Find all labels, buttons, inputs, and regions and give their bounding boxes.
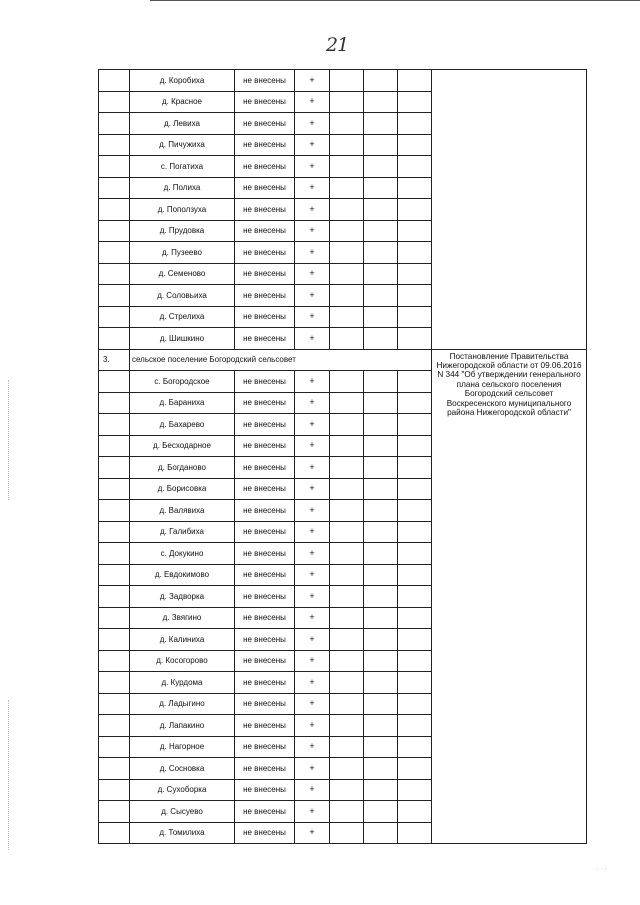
- row-number-cell: [99, 414, 130, 436]
- village-name-cell: д. Бахарево: [130, 414, 235, 436]
- village-name-cell: д. Прудовка: [130, 220, 235, 242]
- row-number-cell: [99, 306, 130, 328]
- empty-cell: [364, 242, 398, 264]
- row-number-cell: [99, 758, 130, 780]
- empty-cell: [398, 414, 432, 436]
- row-number-cell: [99, 220, 130, 242]
- village-name-cell: д. Галибиха: [130, 521, 235, 543]
- empty-cell: [364, 521, 398, 543]
- plus-mark-cell: +: [295, 715, 330, 737]
- empty-cell: [398, 392, 432, 414]
- empty-cell: [330, 113, 364, 135]
- empty-cell: [364, 801, 398, 823]
- empty-cell: [364, 586, 398, 608]
- row-number-cell: [99, 199, 130, 221]
- plus-mark-cell: +: [295, 457, 330, 479]
- changes-status-cell: не внесены: [235, 457, 295, 479]
- village-name-cell: д. Ладыгино: [130, 693, 235, 715]
- changes-status-cell: не внесены: [235, 564, 295, 586]
- changes-status-cell: не внесены: [235, 414, 295, 436]
- changes-status-cell: не внесены: [235, 650, 295, 672]
- empty-cell: [398, 500, 432, 522]
- empty-cell: [364, 629, 398, 651]
- plus-mark-cell: +: [295, 822, 330, 844]
- empty-cell: [398, 564, 432, 586]
- empty-cell: [330, 134, 364, 156]
- changes-status-cell: не внесены: [235, 177, 295, 199]
- row-number-cell: [99, 521, 130, 543]
- empty-cell: [398, 199, 432, 221]
- empty-cell: [398, 543, 432, 565]
- empty-cell: [330, 220, 364, 242]
- empty-cell: [398, 779, 432, 801]
- plus-mark-cell: +: [295, 521, 330, 543]
- empty-cell: [364, 306, 398, 328]
- plus-mark-cell: +: [295, 263, 330, 285]
- village-name-cell: д. Стрелиха: [130, 306, 235, 328]
- changes-status-cell: не внесены: [235, 693, 295, 715]
- changes-status-cell: не внесены: [235, 500, 295, 522]
- empty-cell: [364, 779, 398, 801]
- row-number-cell: [99, 779, 130, 801]
- empty-cell: [330, 177, 364, 199]
- empty-cell: [398, 371, 432, 393]
- empty-cell: [330, 263, 364, 285]
- plus-mark-cell: +: [295, 736, 330, 758]
- changes-status-cell: не внесены: [235, 629, 295, 651]
- empty-cell: [364, 672, 398, 694]
- row-number-cell: [99, 801, 130, 823]
- row-number-cell: [99, 177, 130, 199]
- empty-cell: [398, 650, 432, 672]
- changes-status-cell: не внесены: [235, 801, 295, 823]
- empty-cell: [398, 672, 432, 694]
- empty-cell: [398, 586, 432, 608]
- empty-cell: [364, 500, 398, 522]
- plus-mark-cell: +: [295, 672, 330, 694]
- changes-status-cell: не внесены: [235, 521, 295, 543]
- empty-cell: [364, 822, 398, 844]
- scan-margin-mark: [8, 700, 9, 850]
- village-name-cell: с. Погатиха: [130, 156, 235, 178]
- page-number: 21: [326, 34, 349, 56]
- scan-corner-mark: · · ·: [596, 866, 607, 873]
- table-row: [99, 70, 587, 92]
- plus-mark-cell: +: [295, 285, 330, 307]
- empty-cell: [330, 457, 364, 479]
- settlement-name-cell: сельское поселение Богородский сельсовет: [130, 349, 432, 371]
- empty-cell: [398, 134, 432, 156]
- empty-cell: [398, 521, 432, 543]
- empty-cell: [330, 500, 364, 522]
- empty-cell: [330, 822, 364, 844]
- empty-cell: [364, 134, 398, 156]
- row-number-cell: [99, 371, 130, 393]
- village-name-cell: д. Шишкино: [130, 328, 235, 350]
- plus-mark-cell: +: [295, 91, 330, 113]
- empty-cell: [364, 220, 398, 242]
- village-name-cell: д. Валявиха: [130, 500, 235, 522]
- village-name-cell: д. Евдокимово: [130, 564, 235, 586]
- empty-cell: [364, 478, 398, 500]
- row-number-cell: [99, 478, 130, 500]
- empty-cell: [330, 758, 364, 780]
- row-number-cell: [99, 500, 130, 522]
- village-name-cell: д. Левиха: [130, 113, 235, 135]
- empty-cell: [398, 263, 432, 285]
- empty-cell: [330, 543, 364, 565]
- plus-mark-cell: +: [295, 478, 330, 500]
- row-number-cell: [99, 263, 130, 285]
- empty-cell: [330, 306, 364, 328]
- village-name-cell: д. Пузеево: [130, 242, 235, 264]
- plus-mark-cell: +: [295, 650, 330, 672]
- empty-cell: [398, 478, 432, 500]
- empty-cell: [364, 392, 398, 414]
- changes-status-cell: не внесены: [235, 435, 295, 457]
- plus-mark-cell: +: [295, 306, 330, 328]
- village-name-cell: д. Поползуха: [130, 199, 235, 221]
- changes-status-cell: не внесены: [235, 134, 295, 156]
- empty-cell: [330, 285, 364, 307]
- empty-cell: [330, 371, 364, 393]
- row-number-cell: [99, 156, 130, 178]
- empty-cell: [398, 801, 432, 823]
- empty-cell: [398, 177, 432, 199]
- changes-status-cell: не внесены: [235, 779, 295, 801]
- empty-cell: [330, 607, 364, 629]
- changes-status-cell: не внесены: [235, 715, 295, 737]
- changes-status-cell: не внесены: [235, 371, 295, 393]
- village-name-cell: д. Косогорово: [130, 650, 235, 672]
- empty-cell: [330, 586, 364, 608]
- settlements-table-body: [99, 70, 587, 844]
- empty-cell: [364, 263, 398, 285]
- changes-status-cell: не внесены: [235, 328, 295, 350]
- row-number-cell: [99, 822, 130, 844]
- changes-status-cell: не внесены: [235, 220, 295, 242]
- row-number-cell: [99, 113, 130, 135]
- empty-cell: [398, 457, 432, 479]
- changes-status-cell: не внесены: [235, 263, 295, 285]
- empty-cell: [330, 199, 364, 221]
- row-number-cell: [99, 715, 130, 737]
- empty-cell: [330, 242, 364, 264]
- empty-cell: [398, 822, 432, 844]
- plus-mark-cell: +: [295, 392, 330, 414]
- empty-cell: [330, 156, 364, 178]
- plus-mark-cell: +: [295, 371, 330, 393]
- village-name-cell: д. Богданово: [130, 457, 235, 479]
- changes-status-cell: не внесены: [235, 607, 295, 629]
- village-name-cell: д. Красное: [130, 91, 235, 113]
- empty-cell: [330, 801, 364, 823]
- empty-cell: [364, 328, 398, 350]
- empty-cell: [330, 629, 364, 651]
- empty-cell: [364, 543, 398, 565]
- row-number-cell: [99, 242, 130, 264]
- row-number-cell: [99, 629, 130, 651]
- plus-mark-cell: +: [295, 156, 330, 178]
- empty-cell: [364, 285, 398, 307]
- empty-cell: [364, 199, 398, 221]
- changes-status-cell: не внесены: [235, 285, 295, 307]
- empty-cell: [364, 607, 398, 629]
- empty-cell: [398, 91, 432, 113]
- changes-status-cell: не внесены: [235, 392, 295, 414]
- empty-cell: [398, 306, 432, 328]
- empty-cell: [330, 521, 364, 543]
- empty-cell: [330, 392, 364, 414]
- village-name-cell: д. Семеново: [130, 263, 235, 285]
- empty-cell: [398, 607, 432, 629]
- plus-mark-cell: +: [295, 70, 330, 92]
- village-name-cell: д. Сысуево: [130, 801, 235, 823]
- changes-status-cell: не внесены: [235, 478, 295, 500]
- empty-cell: [364, 70, 398, 92]
- plus-mark-cell: +: [295, 758, 330, 780]
- plus-mark-cell: +: [295, 779, 330, 801]
- empty-cell: [398, 328, 432, 350]
- section-header-row: [99, 349, 587, 371]
- section-number-cell: 3.: [99, 349, 130, 371]
- changes-status-cell: не внесены: [235, 586, 295, 608]
- empty-cell: [398, 715, 432, 737]
- row-number-cell: [99, 672, 130, 694]
- plus-mark-cell: +: [295, 693, 330, 715]
- empty-cell: [398, 220, 432, 242]
- empty-cell: [364, 564, 398, 586]
- empty-cell: [398, 70, 432, 92]
- empty-cell: [330, 715, 364, 737]
- empty-cell: [330, 672, 364, 694]
- empty-cell: [364, 91, 398, 113]
- empty-cell: [364, 435, 398, 457]
- village-name-cell: с. Богородское: [130, 371, 235, 393]
- empty-cell: [398, 693, 432, 715]
- village-name-cell: д. Соловьиха: [130, 285, 235, 307]
- changes-status-cell: не внесены: [235, 113, 295, 135]
- village-name-cell: д. Курдома: [130, 672, 235, 694]
- plus-mark-cell: +: [295, 586, 330, 608]
- empty-cell: [398, 435, 432, 457]
- empty-cell: [364, 371, 398, 393]
- empty-cell: [330, 478, 364, 500]
- changes-status-cell: не внесены: [235, 672, 295, 694]
- page-top-border: [150, 0, 640, 1]
- changes-status-cell: не внесены: [235, 758, 295, 780]
- village-name-cell: с. Докукино: [130, 543, 235, 565]
- empty-cell: [364, 177, 398, 199]
- empty-cell: [330, 70, 364, 92]
- plus-mark-cell: +: [295, 500, 330, 522]
- village-name-cell: д. Сухоборка: [130, 779, 235, 801]
- empty-cell: [364, 693, 398, 715]
- plus-mark-cell: +: [295, 629, 330, 651]
- row-number-cell: [99, 543, 130, 565]
- document-reference-cell: Постановление Правительства Нижегородской области от 09.06.2016 N 344 "Об утверждении генерального плана сельского поселения Богородский сельсовет Воскресенского муниципального района Нижегородской области": [432, 349, 587, 844]
- document-reference-cell: [432, 70, 587, 350]
- settlements-table: [98, 69, 587, 844]
- changes-status-cell: не внесены: [235, 242, 295, 264]
- row-number-cell: [99, 91, 130, 113]
- plus-mark-cell: +: [295, 801, 330, 823]
- empty-cell: [364, 715, 398, 737]
- village-name-cell: д. Задворка: [130, 586, 235, 608]
- empty-cell: [364, 758, 398, 780]
- empty-cell: [330, 779, 364, 801]
- empty-cell: [398, 629, 432, 651]
- row-number-cell: [99, 650, 130, 672]
- empty-cell: [330, 414, 364, 436]
- empty-cell: [398, 113, 432, 135]
- changes-status-cell: не внесены: [235, 199, 295, 221]
- empty-cell: [398, 736, 432, 758]
- row-number-cell: [99, 586, 130, 608]
- village-name-cell: д. Звягино: [130, 607, 235, 629]
- changes-status-cell: не внесены: [235, 543, 295, 565]
- row-number-cell: [99, 134, 130, 156]
- village-name-cell: д. Калиниха: [130, 629, 235, 651]
- empty-cell: [364, 113, 398, 135]
- row-number-cell: [99, 564, 130, 586]
- row-number-cell: [99, 435, 130, 457]
- village-name-cell: д. Пичужиха: [130, 134, 235, 156]
- empty-cell: [330, 91, 364, 113]
- empty-cell: [330, 328, 364, 350]
- village-name-cell: д. Полиха: [130, 177, 235, 199]
- empty-cell: [330, 693, 364, 715]
- village-name-cell: д. Борисовка: [130, 478, 235, 500]
- empty-cell: [364, 156, 398, 178]
- empty-cell: [398, 242, 432, 264]
- village-name-cell: д. Бараниха: [130, 392, 235, 414]
- village-name-cell: д. Нагорное: [130, 736, 235, 758]
- empty-cell: [330, 736, 364, 758]
- row-number-cell: [99, 392, 130, 414]
- row-number-cell: [99, 693, 130, 715]
- empty-cell: [330, 564, 364, 586]
- plus-mark-cell: +: [295, 199, 330, 221]
- plus-mark-cell: +: [295, 435, 330, 457]
- village-name-cell: д. Лапакино: [130, 715, 235, 737]
- empty-cell: [364, 736, 398, 758]
- plus-mark-cell: +: [295, 113, 330, 135]
- plus-mark-cell: +: [295, 607, 330, 629]
- changes-status-cell: не внесены: [235, 306, 295, 328]
- plus-mark-cell: +: [295, 177, 330, 199]
- empty-cell: [398, 156, 432, 178]
- row-number-cell: [99, 70, 130, 92]
- empty-cell: [364, 650, 398, 672]
- changes-status-cell: не внесены: [235, 736, 295, 758]
- plus-mark-cell: +: [295, 220, 330, 242]
- empty-cell: [364, 414, 398, 436]
- empty-cell: [398, 758, 432, 780]
- plus-mark-cell: +: [295, 328, 330, 350]
- village-name-cell: д. Томилиха: [130, 822, 235, 844]
- village-name-cell: д. Коробиха: [130, 70, 235, 92]
- changes-status-cell: не внесены: [235, 70, 295, 92]
- empty-cell: [398, 285, 432, 307]
- empty-cell: [364, 457, 398, 479]
- changes-status-cell: не внесены: [235, 822, 295, 844]
- empty-cell: [330, 435, 364, 457]
- changes-status-cell: не внесены: [235, 91, 295, 113]
- plus-mark-cell: +: [295, 242, 330, 264]
- plus-mark-cell: +: [295, 564, 330, 586]
- empty-cell: [330, 650, 364, 672]
- row-number-cell: [99, 607, 130, 629]
- row-number-cell: [99, 736, 130, 758]
- plus-mark-cell: +: [295, 134, 330, 156]
- scan-margin-mark: [8, 380, 9, 500]
- village-name-cell: д. Бесходарное: [130, 435, 235, 457]
- changes-status-cell: не внесены: [235, 156, 295, 178]
- village-name-cell: д. Сосновка: [130, 758, 235, 780]
- plus-mark-cell: +: [295, 414, 330, 436]
- row-number-cell: [99, 328, 130, 350]
- plus-mark-cell: +: [295, 543, 330, 565]
- row-number-cell: [99, 457, 130, 479]
- row-number-cell: [99, 285, 130, 307]
